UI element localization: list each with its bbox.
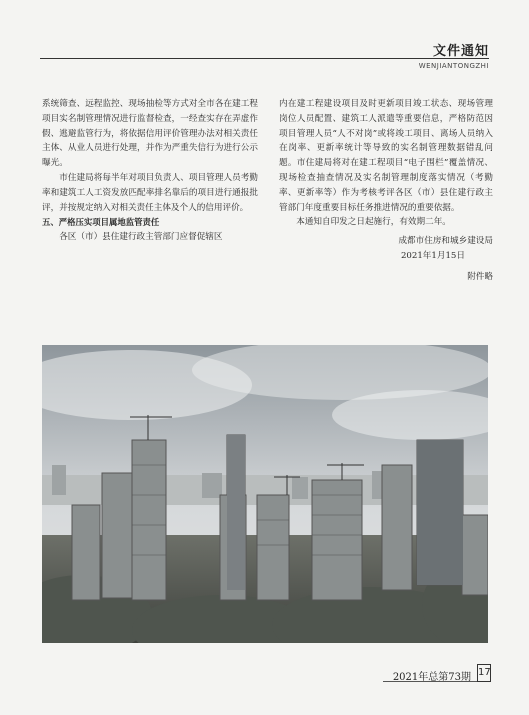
right-paragraph-1: 内在建工程建设项目及时更新项目竣工状态、现场管理岗位人员配置、建筑工人派遣等重要信息，严格防范因项目管理人员“人不对岗”或将竣工项目、离场人员纳入在岗率、更新率统计等导致的实名制管理数据错乱问题。市住建局将对在建工程项目“电子围栏”覆盖情况、现场检查抽查情况及实名制管理制度落实情况（考勤率、更新率等）作为考核考评各区（市）县住建行政主管部门年度重要目标任务推进情况的重要依据。 — [279, 99, 493, 213]
issuer-name: 成都市住房和城乡建设局 — [398, 236, 493, 247]
right-column — [279, 97, 493, 285]
section-title: 文件通知 — [432, 44, 489, 59]
left-paragraph-1: 系统筛查、远程监控、现场抽检等方式对全市各在建工程项目实名制管理情况进行监督检查，一经查实存在弄虚作假、逃避监管行为，将依据信用评价管理办法对相关责任主体、从业人员进行处理，并作为严重失信行为进行公示曝光。 — [42, 99, 258, 169]
attachment-note: 附件略 — [467, 271, 493, 282]
issue-label: 2021年总第73期 — [392, 672, 471, 683]
left-column — [42, 97, 258, 245]
footer-divider — [383, 681, 485, 682]
left-paragraph-2: 市住建局将每半年对项目负责人、项目管理人员考勤率和建筑工人工资发放匹配率排名靠后的项目进行通报批评，并按规定纳入对相关责任主体及个人的信用评价。 — [42, 172, 258, 213]
header-divider — [40, 58, 489, 59]
section-subtitle: WENJIANTONGZHI — [418, 62, 489, 70]
right-paragraph-2: 本通知自印发之日起施行，有效期二年。 — [296, 217, 451, 228]
issue-date: 2021年1月15日 — [400, 250, 465, 261]
left-paragraph-3: 各区（市）县住建行政主管部门应督促辖区 — [59, 232, 223, 243]
page-number: 17 — [477, 664, 491, 682]
section-heading-5: 五、严格压实项目属地监管责任 — [42, 217, 160, 228]
city-skyline-photo — [42, 345, 488, 643]
